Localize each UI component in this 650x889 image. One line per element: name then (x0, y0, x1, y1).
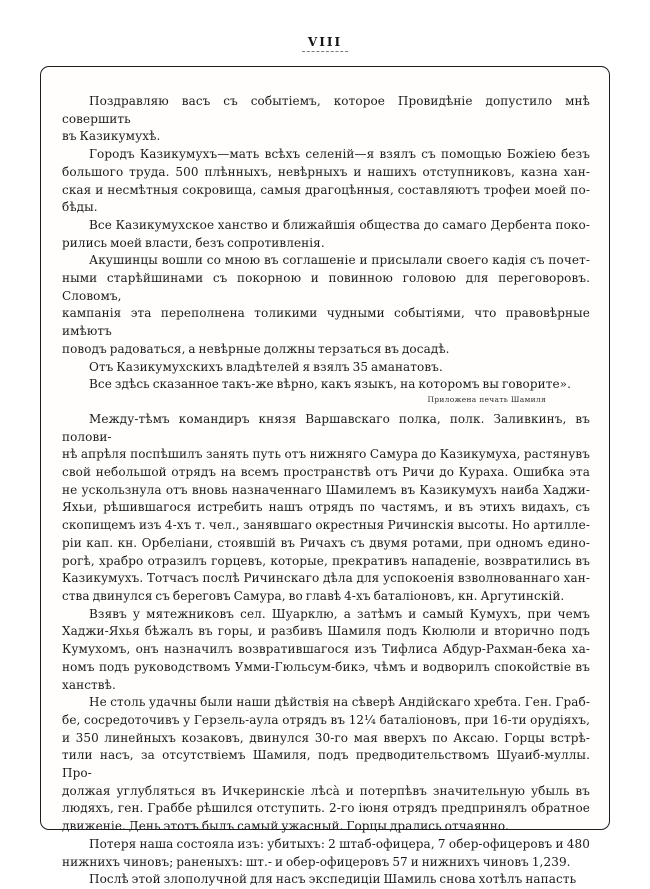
text-line: ханствѣ. (62, 677, 116, 692)
page-number: VIII (307, 35, 343, 49)
text-line: нижнихъ чиновъ; раненыхъ: шт.- и обер-офицеровъ 57 и нижнихъ чиновъ 1,239. (62, 854, 571, 869)
text-line: бѣды. (62, 200, 98, 215)
seal-note (62, 395, 590, 405)
paragraph (62, 217, 590, 252)
paragraph (62, 359, 590, 377)
paragraph (62, 376, 590, 394)
text-line: Взявъ у мятежниковъ сел. Шуарклю, а затѣмъ и самый Кумухъ, при чемъ (89, 606, 590, 621)
text-line: ства двинулся съ береговъ Самура, во главѣ 4-хъ баталіоновъ, кн. Аргутинскій. (62, 588, 565, 603)
text-line: номъ подъ руководствомъ Умми-Гюльсум-бикэ, чѣмъ и водворилъ спокойствіе въ (62, 659, 590, 674)
text-line: ріи кап. кн. Орбеліани, стоявшій въ Ричахъ съ двумя ротами, при одномъ едино- (62, 535, 590, 550)
paragraph (62, 871, 590, 889)
text-line: свой небольшой отрядъ на всемъ пространствѣ отъ Ричи до Кураха. Ошибка эта (62, 465, 590, 480)
text-line: людяхъ, ген. Граббе рѣшился отступить. 2-го іюня отрядъ предпринялъ обратное (62, 801, 590, 816)
text-line: Казикумухъ. Тотчасъ послѣ Ричинскаго дѣла для успокоенія взволнованнаго хан- (62, 571, 590, 586)
paragraph (62, 411, 590, 606)
text-line: Все Казикумухское ханство и ближайшія общества до самаго Дербента поко- (89, 217, 590, 232)
page-border-frame (40, 66, 610, 887)
page-text (62, 93, 590, 889)
text-line: нѣ апрѣля поспѣшилъ занять путь отъ нижняго Самура до Казикумуха, растянувъ (62, 447, 590, 462)
paragraph (62, 93, 590, 146)
text-line: Послѣ этой злополучной для насъ экспедиціи Шамиль снова хотѣлъ напасть (89, 872, 577, 887)
page-header (0, 31, 650, 52)
text-line: скопищемъ изъ 4-хъ т. чел., занявшаго окрестныя Ричинскія высоты. Но артилле- (62, 518, 590, 533)
text-line: рогѣ, храбро отразилъ горцевъ, которые, прекративъ нападеніе, возвратились въ (62, 553, 590, 568)
text-line: движеніе. День этотъ былъ самый ужасный. Горцы дрались отчаянно. (62, 819, 510, 834)
paragraph (62, 836, 590, 871)
text-line: ными старѣйшинами съ покорною и повинною головою для переговоровъ. Словомъ, (62, 271, 590, 303)
text-line: Между-тѣмъ командиръ князя Варшавскаго полка, полк. Заливкинъ, въ полови- (62, 411, 590, 444)
text-line: Отъ Казикумухскихъ владѣтелей я взялъ 35 аманатовъ. (89, 359, 443, 374)
text-line: въ Казикумухѣ. (62, 129, 161, 144)
text-line: и 350 линейныхъ козаковъ, двинулся 30-го мая вверхъ по Аксаю. Горцы встрѣ- (62, 730, 590, 745)
text-line: поводъ радоваться, а невѣрные должны терзаться въ досадѣ. (62, 341, 450, 356)
text-line: Все здѣсь сказанное такъ-же вѣрно, какъ языкъ, на которомъ вы говорите». (89, 377, 572, 392)
text-line: рились моей власти, безъ сопротивленія. (62, 235, 325, 250)
text-line: бе, сосредоточивъ у Герзель-аула отрядъ въ 12¼ баталіоновъ, при 16-ти орудіяхъ, (62, 712, 590, 727)
text-line: ская и несмѣтныя сокровища, самыя драгоцѣнныя, составляютъ трофеи моей по- (62, 182, 590, 197)
text-line: Акушинцы вошли со мною въ соглашеніе и присылали своего кадія съ почет- (89, 253, 590, 268)
text-line: Не столь удачны были наши дѣйствія на сѣверѣ Андійскаго хребта. Ген. Граб- (89, 695, 590, 710)
text-line: Приложена печать Шамиля (427, 394, 546, 404)
text-line: Городъ Казикумухъ—мать всѣхъ селеній—я взялъ съ помощью Божіею безъ (89, 147, 590, 162)
text-line: не ускользнула отъ вновь назначеннаго Шамилемъ въ Казикумухъ наиба Хаджи- (62, 482, 590, 497)
text-line: тили насъ, за отсутствіемъ Шамиля, подъ предводительствомъ Шуаиб-муллы. Про- (62, 748, 590, 781)
text-line: кампанія эта переполнена толикими чудными событіями, что правовѣрные имѣютъ (62, 306, 590, 339)
paragraph (62, 146, 590, 217)
paragraph (62, 252, 590, 358)
page-number-rule (302, 51, 348, 52)
paragraph (62, 694, 590, 836)
text-line: Поздравляю васъ съ событіемъ, которое Провидѣніе допустило мнѣ совершить (62, 94, 590, 126)
text-line: Потеря наша состояла изъ: убитыхъ: 2 штаб-офицера, 7 обер-офицеровъ и 480 (89, 836, 590, 851)
text-line: большого труда. 500 плѣнныхъ, невѣрныхъ и нашихъ отступниковъ, казна хан- (62, 164, 590, 179)
text-line: Яхьи, рѣшившагося истребить нашъ отрядъ по частямъ, и въ этихъ видахъ, съ (62, 500, 590, 515)
text-line: Кумухомъ, онъ назначилъ возвратившагося изъ Тифлиса Абдур-Рахман-бека ха- (62, 642, 590, 657)
text-line: должая углубляться въ Ичкеринскіе лѣсà и потерпѣвъ значительную убыль въ (62, 783, 590, 798)
paragraph (62, 606, 590, 695)
text-line: Хаджи-Яхья бѣжалъ въ горы, и разбивъ Шамиля подъ Кюлюли и вторично подъ (62, 624, 590, 639)
